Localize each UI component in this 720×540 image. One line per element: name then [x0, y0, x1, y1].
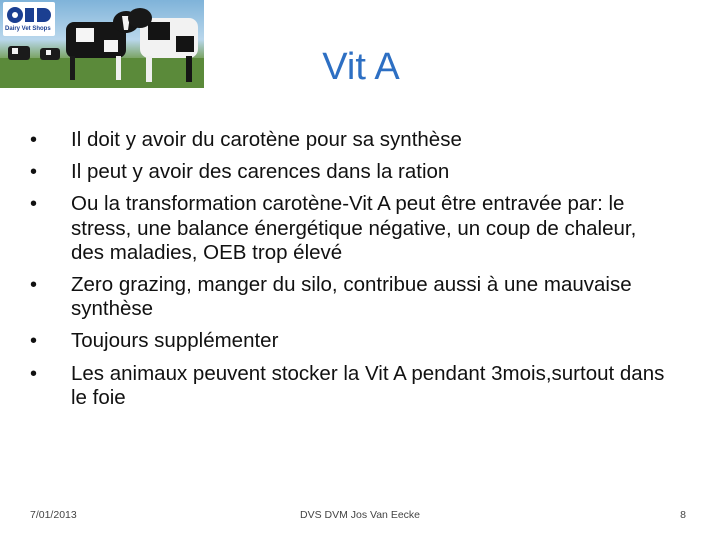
bullet-item [30, 128, 670, 152]
bullet-item [30, 192, 670, 265]
bullet-dot-icon: • [30, 193, 38, 216]
company-logo [3, 2, 55, 36]
bullet-text: Il doit y avoir du carotène pour sa synthèse [71, 128, 462, 151]
bullet-item [30, 160, 670, 184]
bullet-text: Ou la transformation carotène-Vit A peut être entravée par: le stress, une balance énergétique négative, un coup de chaleur, des maladies, OEB trop élevé [71, 192, 637, 264]
bullet-item [30, 273, 670, 321]
cows-banner-image [0, 0, 204, 88]
bullet-text: Zero grazing, manger du silo, contribue aussi à une mauvaise synthèse [71, 273, 632, 321]
bullet-dot-icon: • [30, 129, 38, 151]
logo-text: Dairy Vet Shops [5, 26, 51, 32]
bullet-dot-icon: • [30, 330, 38, 353]
bullet-text: Toujours supplémenter [71, 329, 279, 353]
bullet-item [30, 329, 670, 353]
bullet-dot-icon: • [30, 362, 38, 385]
bullet-dot-icon: • [30, 161, 38, 184]
bullet-list [30, 128, 670, 418]
page-number: 8 [680, 509, 686, 521]
bullet-text: Il peut y avoir des carences dans la ration [71, 160, 450, 184]
bullet-text: Les animaux peuvent stocker la Vit A pendant 3mois,surtout dans le foie [71, 361, 665, 409]
bullet-dot-icon: • [30, 274, 38, 297]
logo-mark-icon [6, 5, 52, 25]
footer-author: DVS DVM Jos Van Eecke [299, 509, 421, 521]
bullet-item [30, 362, 670, 410]
slide-title: Vit A [322, 46, 400, 88]
footer-date: 7/01/2013 [30, 509, 77, 521]
